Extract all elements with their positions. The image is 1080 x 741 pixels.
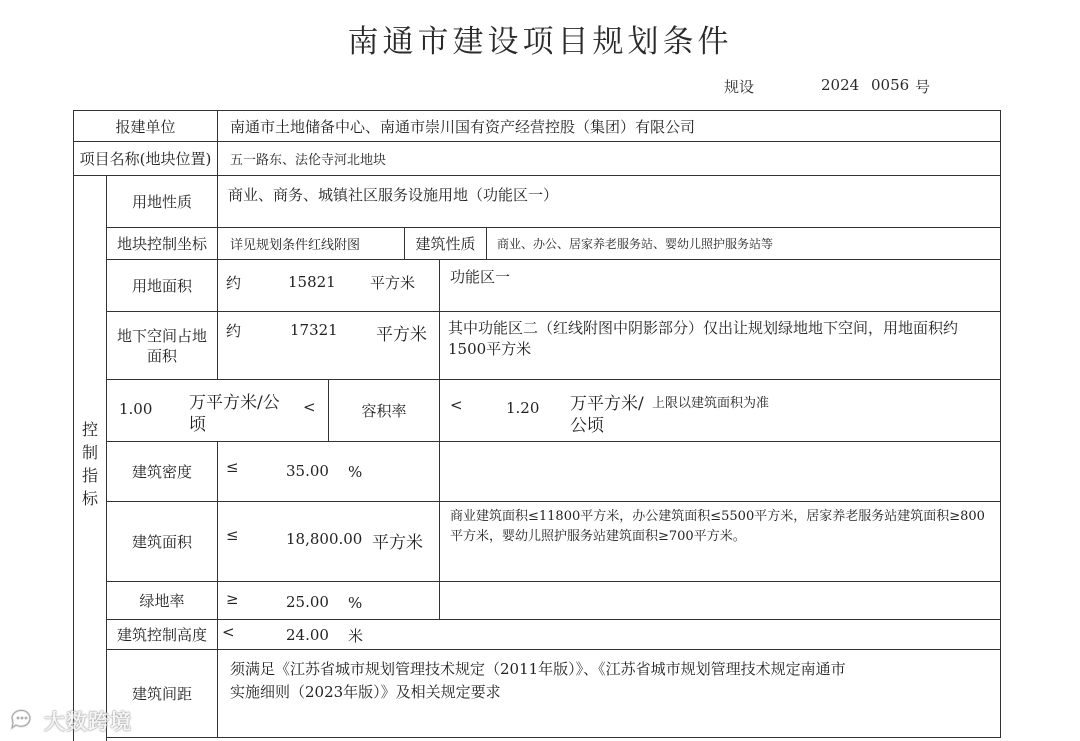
area-note: 功能区一 (450, 268, 511, 286)
far-label-cell (329, 380, 440, 442)
gfa-value: 18,800.00 (286, 530, 363, 548)
applicant-label: 报建单位 (115, 117, 176, 136)
area-value: 15821 (288, 273, 336, 291)
height-unit: 米 (348, 627, 364, 645)
building-nature-label-cell (405, 228, 487, 260)
coord-value-cell (218, 228, 405, 260)
underground-note-cell (440, 312, 1001, 380)
density-value: 35.00 (286, 462, 329, 480)
applicant-value: 南通市土地储备中心、南通市崇川国有资产经营控股（集团）有限公司 (230, 117, 696, 136)
underground-label: 地下空间占地面积 (116, 326, 207, 365)
area-note-cell (440, 260, 1001, 312)
spacing-label: 建筑间距 (131, 685, 192, 703)
far-note: 上限以建筑面积为准 (652, 396, 770, 411)
green-operator: ≥ (226, 590, 239, 608)
height-operator: < (222, 623, 235, 641)
land-use-label: 用地性质 (131, 193, 192, 211)
applicant-label-cell (73, 110, 218, 142)
green-value: 25.00 (286, 593, 329, 611)
far-lower-operator: < (303, 398, 316, 416)
height-value-cell (218, 620, 1001, 650)
land-use-label-cell (107, 176, 218, 228)
applicant-value-cell (218, 110, 1001, 142)
green-label: 绿地率 (139, 592, 185, 610)
land-use-value-cell (218, 176, 1001, 228)
project-label-cell (73, 142, 218, 176)
area-unit: 平方米 (370, 274, 416, 292)
gfa-value-cell (218, 502, 440, 582)
far-upper-operator: < (450, 396, 463, 414)
density-note-cell (440, 442, 1001, 502)
height-label-cell (107, 620, 218, 650)
far-upper-value: 1.20 (506, 399, 540, 417)
underground-prefix: 约 (226, 322, 242, 340)
height-value: 24.00 (286, 626, 329, 644)
density-operator: ≤ (226, 458, 239, 476)
gfa-operator: ≤ (226, 526, 239, 544)
project-label: 项目名称(地块位置) (79, 150, 212, 168)
density-label: 建筑密度 (131, 463, 192, 481)
side-char: 指 (81, 465, 98, 485)
far-lower-value: 1.00 (119, 400, 153, 418)
document-number (724, 76, 944, 100)
area-value-cell (218, 260, 440, 312)
green-unit: % (348, 594, 363, 612)
side-char: 控 (81, 419, 98, 439)
gfa-label-cell (107, 502, 218, 582)
underground-note: 其中功能区二（红线附图中阴影部分）仅出让规划绿地地下空间，用地面积约1500平方米 (448, 319, 959, 358)
underground-value-cell (218, 312, 440, 380)
green-note-cell (440, 582, 1001, 620)
coord-label: 地块控制坐标 (116, 235, 207, 253)
watermark (8, 706, 132, 736)
doc-prefix: 规设 (724, 78, 755, 96)
area-label: 用地面积 (131, 277, 192, 295)
side-char: 制 (81, 442, 98, 462)
area-label-cell (107, 260, 218, 312)
underground-label-cell (107, 312, 218, 380)
far-label: 容积率 (361, 402, 407, 420)
underground-unit: 平方米 (376, 325, 427, 345)
doc-suffix: 号 (915, 78, 931, 96)
underground-value: 17321 (290, 321, 338, 339)
green-value-cell (218, 582, 440, 620)
far-unit-upper: 万平方米/公顷 (570, 394, 644, 436)
watermark-text: 大数跨境 (44, 710, 132, 734)
far-lower-cell (107, 380, 329, 442)
land-use-value: 商业、商务、城镇社区服务设施用地（功能区一） (228, 186, 559, 204)
spacing-value: 须满足《江苏省城市规划管理技术规定（2011年版）》、《江苏省城市规划管理技术规定南通市实施细则（2023年版）》及相关规定要求 (230, 660, 846, 701)
project-value-cell (218, 142, 1001, 176)
planning-conditions-table (73, 110, 1001, 741)
spacing-value-cell (218, 650, 1001, 738)
gfa-label: 建筑面积 (131, 533, 192, 551)
doc-number: 0056 (871, 76, 910, 94)
density-unit: % (348, 463, 363, 481)
green-label-cell (107, 582, 218, 620)
area-prefix: 约 (226, 274, 242, 292)
gfa-note-cell (440, 502, 1001, 582)
gfa-unit: 平方米 (372, 533, 423, 553)
far-upper-cell (440, 380, 1001, 442)
chat-bubble-logo-icon (8, 706, 38, 736)
project-value: 五一路东、法伦寺河北地块 (230, 153, 387, 168)
coord-value: 详见规划条件红线附图 (230, 238, 361, 253)
control-indicators-side-label (73, 176, 107, 741)
document-title: 南通市建设项目规划条件 (347, 24, 733, 60)
density-label-cell (107, 442, 218, 502)
building-nature-value-cell (487, 228, 1001, 260)
side-char: 标 (81, 488, 98, 508)
doc-year: 2024 (821, 76, 860, 94)
height-label: 建筑控制高度 (116, 626, 207, 644)
gfa-note: 商业建筑面积≤11800平方米，办公建筑面积≤5500平方米，居家养老服务站建筑面积≥800平方米，婴幼儿照护服务站建筑面积≥700平方米。 (450, 509, 985, 544)
building-nature-label: 建筑性质 (415, 235, 476, 253)
far-unit-lower: 万平方米/公顷 (189, 393, 280, 435)
coord-label-cell (107, 228, 218, 260)
density-value-cell (218, 442, 440, 502)
building-nature-value: 商业、办公、居家养老服务站、婴幼儿照护服务站等 (497, 237, 774, 251)
